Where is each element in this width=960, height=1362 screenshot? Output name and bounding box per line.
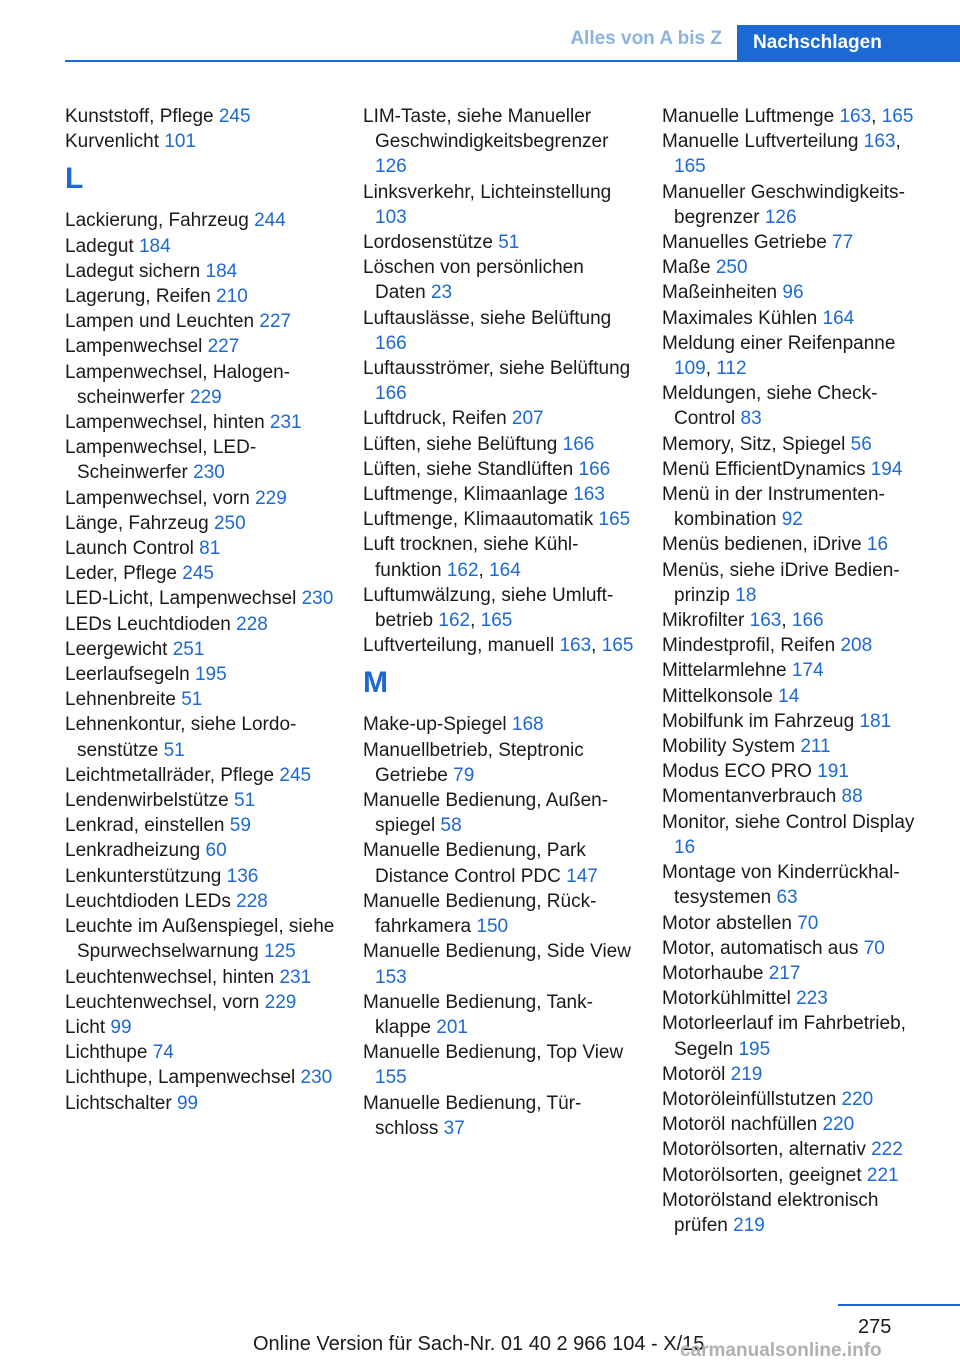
index-entry-text: Maximales Kühlen (662, 307, 823, 329)
page-reference-link[interactable]: 166 (562, 433, 595, 455)
page-reference-link[interactable]: 99 (110, 1016, 132, 1038)
index-entry-text: Lichthupe, Lampenwechsel (65, 1067, 301, 1089)
index-entry (363, 180, 635, 230)
page-reference-link[interactable]: 191 (817, 761, 849, 783)
index-entry-text: Leerlaufsegeln (65, 664, 195, 686)
index-entry (65, 637, 337, 662)
index-entry (363, 788, 635, 838)
header-chapter-tab: Nachschlagen (737, 25, 960, 62)
page-reference-link[interactable]: 208 (840, 635, 873, 657)
page-reference-link[interactable]: 220 (841, 1088, 874, 1110)
index-entry: Luftumwälzung, siehe Umluftbetrieb 162, 165 (363, 584, 614, 632)
index-entry-text: Menü EfficientDynamics (662, 458, 871, 480)
page-reference-link[interactable]: 125 (263, 941, 296, 963)
index-entry (65, 486, 337, 511)
page-reference-link[interactable]: 230 (301, 588, 334, 610)
page-reference-link[interactable]: 126 (764, 206, 797, 228)
index-entry-text: Motorkühlmittel (662, 988, 797, 1010)
page-reference-link[interactable]: 103 (375, 206, 407, 228)
index-entry (65, 864, 337, 889)
index-entry (363, 889, 635, 939)
index-letter-heading: L (65, 162, 84, 196)
index-entry-text: Luftverteilung, manuell (363, 635, 560, 657)
index-entry: Manuelle Luftmenge 163, 165 (662, 106, 914, 127)
page-reference-link[interactable]: 245 (279, 764, 312, 786)
index-entry-text: Leichtmetallräder, Pflege (65, 764, 280, 786)
index-entry-text: Luftmenge, Klimaautomatik (363, 509, 599, 531)
index-entry (65, 763, 337, 788)
footer-version-text: Online Version für Sach-Nr. 01 40 2 966 104 - X/15 (253, 1333, 705, 1355)
page-reference-link[interactable]: 230 (193, 462, 225, 484)
index-entry-text: Motor, automatisch aus (662, 937, 864, 959)
index-entry (363, 255, 635, 305)
index-entry (662, 709, 934, 734)
page-reference-link[interactable]: 166 (375, 383, 407, 405)
index-entry-text: Motorleerlauf im Fahrbetrieb, Segeln (662, 1013, 906, 1060)
index-entry (662, 180, 934, 230)
page-reference-link[interactable]: 63 (776, 887, 798, 909)
page-reference-link[interactable]: 59 (229, 815, 251, 837)
index-entry-text: Mittelkonsole (662, 685, 779, 707)
page-reference-link[interactable]: 162 (446, 559, 479, 581)
page-reference-link[interactable]: 221 (866, 1164, 899, 1186)
index-entry (363, 482, 635, 507)
index-entry (662, 1062, 934, 1087)
index-entry-text: Kunststoff, Pflege (65, 106, 219, 127)
page-reference-link[interactable]: 163 (839, 106, 872, 127)
index-entry (662, 759, 934, 784)
index-entry-text: Lenkrad, einstellen (65, 815, 230, 837)
index-entry-text: Motorölsorten, alternativ (662, 1139, 872, 1161)
page-reference-link[interactable]: 165 (674, 156, 706, 178)
page-reference-link[interactable]: 228 (236, 613, 268, 635)
page-reference-link[interactable]: 166 (791, 610, 824, 632)
index-entry-text: LED-Licht, Lampenwechsel (65, 588, 302, 610)
page-reference-link[interactable]: 220 (822, 1114, 855, 1136)
index-entry-text: Lüften, siehe Belüftung (363, 433, 563, 455)
index-entry-text: Linksverkehr, Lichteinstellung (363, 181, 612, 203)
page-reference-link[interactable]: 23 (430, 282, 453, 304)
page-reference-link[interactable]: 168 (511, 714, 544, 736)
index-entry: Manuelle Luftverteilung 163, 165 (662, 131, 901, 178)
page-reference-link[interactable]: 195 (738, 1038, 771, 1060)
index-entry (662, 633, 934, 658)
index-entry-text: Lagerung, Reifen (65, 286, 217, 308)
page-reference-link[interactable]: 174 (791, 660, 824, 682)
index-entry-text: Manuelle Bedienung, Top View (363, 1042, 624, 1064)
page-reference-link[interactable]: 88 (841, 786, 863, 808)
page-reference-link[interactable]: 229 (255, 487, 287, 509)
page-reference-link[interactable]: 56 (850, 433, 872, 455)
index-entry (65, 511, 337, 536)
index-letter-heading: M (363, 666, 388, 700)
page-reference-link[interactable]: 250 (213, 512, 246, 534)
index-entry (662, 1163, 934, 1188)
index-entry (662, 684, 934, 709)
index-entry (363, 432, 635, 457)
page-reference-link[interactable]: 166 (375, 332, 407, 354)
index-entry (662, 432, 934, 457)
index-entry-text: Manuelle Bedienung, Rückfahrkamera (363, 890, 597, 938)
index-entry-text: Luftmenge, Klimaanlage (363, 484, 574, 506)
page-reference-link[interactable]: 211 (800, 736, 831, 758)
index-entry-text: Ladegut (65, 235, 139, 257)
page-reference-link[interactable]: 245 (218, 106, 251, 127)
index-entry-text: Mindestprofil, Reifen (662, 635, 841, 657)
index-entry (65, 360, 337, 410)
page-reference-link[interactable]: 136 (226, 865, 259, 887)
index-entry-text: Lenkunterstützung (65, 865, 227, 887)
page-reference-link[interactable]: 229 (190, 386, 222, 408)
index-entry-text: Lichthupe (65, 1042, 153, 1064)
index-entry-text: Luftumwälzung, siehe Umluftbetrieb (363, 584, 614, 632)
index-entry-text: Mobility System (662, 736, 801, 758)
page-header (0, 0, 960, 62)
index-entry-text: Motoröl nachfüllen (662, 1114, 823, 1136)
index-entry (662, 911, 934, 936)
index-entry (65, 914, 337, 964)
watermark: carmanualsonline.info (680, 1340, 882, 1361)
page-reference-link[interactable]: 223 (796, 988, 828, 1010)
index-entry (662, 1011, 934, 1061)
index-entry-text: Mikrofilter (662, 610, 750, 632)
index-entry (65, 410, 337, 435)
index-entry-text: Lenkradheizung (65, 840, 206, 862)
page-reference-link[interactable]: 37 (443, 1117, 465, 1139)
page-reference-link[interactable]: 164 (489, 559, 521, 581)
page-reference-link[interactable]: 227 (259, 311, 292, 333)
index-entry (662, 558, 934, 608)
index-entry-text: LIM-Taste, siehe Manueller Geschwindigkeitsbegrenzer (363, 106, 609, 153)
index-entry-text: Leergewicht (65, 638, 173, 660)
index-entry-text: Motorölstand elektronisch prüfen (662, 1189, 879, 1236)
index-entry (363, 507, 635, 532)
page-reference-link[interactable]: 99 (176, 1092, 199, 1114)
index-entry (662, 810, 934, 860)
page-reference-link[interactable]: 147 (566, 865, 598, 887)
page-reference-link[interactable]: 201 (436, 1016, 468, 1038)
index-entry (65, 990, 337, 1015)
index-entry (363, 712, 635, 737)
page-reference-link[interactable]: 195 (194, 664, 227, 686)
page-reference-link[interactable]: 244 (254, 210, 286, 232)
index-entry: Meldung einer Reifenpanne 109, 112 (662, 332, 896, 380)
page-reference-link[interactable]: 163 (573, 484, 605, 506)
index-entry (662, 1112, 934, 1137)
index-entry-text: Maße (662, 257, 716, 279)
index-entry-text: Luftdruck, Reifen (363, 408, 512, 430)
index-entry-text: Leder, Pflege (65, 563, 183, 585)
index-entry (662, 1137, 934, 1162)
page-reference-link[interactable]: 101 (164, 131, 196, 153)
index-entry-text: Lackierung, Fahrzeug (65, 210, 255, 232)
page-reference-link[interactable]: 51 (163, 739, 185, 761)
index-entry (65, 234, 337, 259)
index-entry-text: Manuelle Bedienung, Türschloss (363, 1092, 582, 1139)
index-entry-text: Lampenwechsel, Halogenscheinwerfer (65, 361, 290, 408)
index-entry (363, 738, 635, 788)
page-reference-link[interactable]: 16 (866, 534, 889, 556)
page-reference-link[interactable]: 51 (234, 790, 256, 812)
index-entry (363, 230, 635, 255)
index-entry-text: Meldungen, siehe Check-​Control (662, 383, 878, 430)
index-entry: Mikrofilter 163, 166 (662, 610, 824, 632)
index-entry (363, 990, 635, 1040)
page-reference-link[interactable]: 83 (740, 408, 762, 430)
page-reference-link[interactable]: 74 (152, 1042, 174, 1064)
page-reference-link[interactable]: 126 (375, 156, 407, 178)
page-reference-link[interactable]: 165 (598, 509, 631, 531)
index-entry (65, 813, 337, 838)
page-reference-link[interactable]: 165 (601, 635, 634, 657)
index-entry (363, 1040, 635, 1090)
index-entry (363, 457, 635, 482)
index-entry-text: Lampenwechsel (65, 336, 208, 358)
page-reference-link[interactable]: 150 (476, 916, 509, 938)
index-entry (65, 309, 337, 334)
index-entry-text: Leuchte im Außenspiegel, siehe Spurwechselwarnung (65, 916, 335, 963)
page-reference-link[interactable]: 163 (559, 635, 592, 657)
index-entry-text: Motorhaube (662, 962, 769, 984)
index-entry (65, 1065, 337, 1090)
page-reference-link[interactable]: 164 (822, 307, 855, 329)
header-section-title: Alles von A bis Z (570, 28, 722, 49)
index-entry-text: Lampenwechsel, hinten (65, 412, 270, 434)
index-entry (363, 838, 635, 888)
index-entry (65, 788, 337, 813)
index-entry (65, 1015, 337, 1040)
index-entry-text: Meldung einer Reifenpanne (662, 332, 896, 354)
index-entry-text: Menü in der Instrumentenkombination (662, 484, 885, 531)
index-entry (662, 457, 934, 482)
index-entry (662, 961, 934, 986)
page-reference-link[interactable]: 165 (881, 106, 914, 127)
index-entry-text: Leuchtenwechsel, vorn (65, 991, 265, 1013)
index-entry (363, 104, 635, 180)
index-entry (65, 965, 337, 990)
index-entry (65, 208, 337, 233)
index-entry-text: Motor abstellen (662, 912, 798, 934)
index-entry-text: Motoröleinfüllstutzen (662, 1088, 842, 1110)
index-entry-text: Lehnenkontur, siehe Lordosenstütze (65, 714, 297, 761)
page-reference-link[interactable]: 219 (730, 1063, 763, 1085)
index-entry (65, 712, 337, 762)
index-entry-text: Memory, Sitz, Spiegel (662, 433, 851, 455)
page-reference-link[interactable]: 51 (498, 232, 520, 254)
page-reference-link[interactable]: 16 (674, 836, 696, 858)
index-entry-text: Launch Control (65, 538, 200, 560)
page-reference-link[interactable]: 194 (870, 458, 903, 480)
page-reference-link[interactable]: 251 (172, 638, 205, 660)
page-reference-link[interactable]: 165 (480, 610, 513, 632)
header-rule (65, 60, 737, 62)
index-entry-text: Löschen von persönlichen Daten (363, 257, 584, 304)
index-entry (65, 284, 337, 309)
page-reference-link[interactable]: 230 (300, 1067, 333, 1089)
index-entry-text: Manuelles Getriebe (662, 232, 833, 254)
index-entry-text: Licht (65, 1016, 111, 1038)
index-entry-text: Lampenwechsel, LED-​Scheinwerfer (65, 437, 257, 484)
index-entry (65, 561, 337, 586)
index-entry-text: Leuchtdioden LEDs (65, 890, 237, 912)
index-entry-text: Menüs bedienen, iDrive (662, 534, 867, 556)
index-entry (662, 306, 934, 331)
index-entry-text: Lichtschalter (65, 1092, 177, 1114)
index-entry-text: Motoröl (662, 1063, 731, 1085)
index-entry (65, 612, 337, 637)
index-entry (65, 334, 337, 359)
index-entry (662, 482, 934, 532)
page-reference-link[interactable]: 153 (375, 966, 407, 988)
index-entry-text: Manuelle Bedienung, Park Distance Control PDC (363, 840, 586, 887)
index-entry (65, 889, 337, 914)
page-reference-link[interactable]: 70 (797, 912, 819, 934)
page-reference-link[interactable]: 231 (279, 966, 312, 988)
index-entry-text: Menüs, siehe iDrive Bedienprinzip (662, 559, 900, 606)
index-entry (662, 734, 934, 759)
index-entry (65, 435, 337, 485)
index-entry (363, 306, 635, 356)
index-entry (662, 1087, 934, 1112)
index-entry-text: Manueller Geschwindigkeitsbegrenzer (662, 181, 905, 228)
index-entry-text: Länge, Fahrzeug (65, 512, 214, 534)
page-reference-link[interactable]: 181 (859, 710, 892, 732)
footer-rule (838, 1304, 960, 1306)
index-entry-text: Lordosenstütze (363, 232, 499, 254)
page-reference-link[interactable]: 250 (715, 257, 748, 279)
index-column-2 (363, 104, 635, 1141)
index-entry-text: Manuelle Bedienung, Außenspiegel (363, 790, 609, 837)
page-reference-link[interactable]: 92 (781, 509, 803, 531)
page-reference-link[interactable]: 77 (832, 232, 854, 254)
page-reference-link[interactable]: 231 (269, 412, 302, 434)
index-entry (65, 259, 337, 284)
index-entry-text: Lüften, siehe Standlüften (363, 458, 579, 480)
index-entry-text: Luftausströmer, siehe Belüftung (363, 358, 631, 380)
page-reference-link[interactable]: 155 (375, 1067, 407, 1089)
page-reference-link[interactable]: 163 (863, 131, 896, 153)
page-number: 275 (858, 1316, 892, 1338)
index-entry-text: Lehnenbreite (65, 689, 182, 711)
page-reference-link[interactable]: 70 (863, 937, 885, 959)
page-reference-link[interactable]: 227 (207, 336, 240, 358)
index-entry (662, 230, 934, 255)
index-entry (65, 1040, 337, 1065)
index-entry-text: Maßeinheiten (662, 282, 783, 304)
index-column-1 (65, 104, 337, 1116)
page-reference-link[interactable]: 163 (749, 610, 782, 632)
index-entry-text: Luftauslässe, siehe Belüftung (363, 307, 612, 329)
page-reference-link[interactable]: 112 (716, 358, 747, 380)
page-reference-link[interactable]: 219 (733, 1214, 765, 1236)
index-entry (662, 280, 934, 305)
index-entry (363, 356, 635, 406)
index-entry-text: Manuelle Luftverteilung (662, 131, 864, 153)
index-entry-text: LEDs Leuchtdioden (65, 613, 237, 635)
index-entry-text: Leuchtenwechsel, hinten (65, 966, 280, 988)
page-reference-link[interactable]: 81 (199, 538, 221, 560)
index-entry (65, 1091, 337, 1116)
index-entry-text: Lampen und Leuchten (65, 311, 260, 333)
index-entry (363, 406, 635, 431)
page-reference-link[interactable]: 96 (782, 282, 804, 304)
index-entry-text: Manuelle Bedienung, Side View (363, 941, 631, 963)
index-entry (363, 1091, 635, 1141)
index-entry (662, 1188, 934, 1238)
index-entry-text: Modus ECO PRO (662, 761, 818, 783)
index-entry (662, 784, 934, 809)
index-entry (662, 532, 934, 557)
page-reference-link[interactable]: 184 (138, 235, 171, 257)
index-entry (662, 255, 934, 280)
index-entry (65, 536, 337, 561)
index-entry (662, 860, 934, 910)
index-entry-text: Manuelle Bedienung, Tankklappe (363, 991, 593, 1038)
page-reference-link[interactable]: 184 (205, 260, 238, 282)
index-entry-text: Motorölsorten, geeignet (662, 1164, 867, 1186)
index-entry (65, 838, 337, 863)
index-entry-text: Lendenwirbelstütze (65, 790, 234, 812)
page-reference-link[interactable]: 162 (438, 610, 471, 632)
index-entry-text: Monitor, siehe Control Display (662, 811, 915, 833)
page-reference-link[interactable]: 229 (264, 991, 297, 1013)
index-entry: Luft trocknen, siehe Kühlfunktion 162, 164 (363, 534, 579, 581)
index-entry (65, 129, 337, 154)
page-reference-link[interactable]: 14 (778, 685, 800, 707)
index-entry (363, 939, 635, 989)
index-entry (662, 936, 934, 961)
index-entry-text: Montage von Kinderrückhaltesystemen (662, 862, 900, 909)
page-reference-link[interactable]: 207 (511, 408, 544, 430)
index-entry-text: Manuelle Luftmenge (662, 106, 840, 127)
index-entry-text: Mobilfunk im Fahrzeug (662, 710, 860, 732)
page-reference-link[interactable]: 228 (236, 890, 268, 912)
page-reference-link[interactable]: 245 (182, 563, 214, 585)
page-reference-link[interactable]: 217 (768, 962, 801, 984)
page-reference-link[interactable]: 222 (871, 1139, 903, 1161)
page-reference-link[interactable]: 18 (735, 584, 757, 606)
index-entry-text: Kurvenlicht (65, 131, 165, 153)
index-entry-text: Make-up-Spiegel (363, 714, 512, 736)
index-entry (65, 662, 337, 687)
page-reference-link[interactable]: 79 (453, 764, 475, 786)
index-entry-text: Luft trocknen, siehe Kühlfunktion (363, 534, 579, 581)
page-reference-link[interactable]: 109 (674, 358, 706, 380)
index-entry (662, 658, 934, 683)
index-entry-text: Manuellbetrieb, Steptronic Getriebe (363, 739, 584, 786)
index-entry (65, 104, 337, 129)
page-reference-link[interactable]: 210 (216, 286, 248, 308)
index-entry-text: Lampenwechsel, vorn (65, 487, 256, 509)
index-entry (65, 687, 337, 712)
index-entry-text: Mittelarmlehne (662, 660, 792, 682)
page-reference-link[interactable]: 60 (205, 840, 227, 862)
index-entry-text: Ladegut sichern (65, 260, 206, 282)
index-entry (65, 586, 337, 611)
page-reference-link[interactable]: 166 (578, 458, 611, 480)
index-entry: Luftverteilung, manuell 163, 165 (363, 635, 634, 657)
index-entry (662, 986, 934, 1011)
page-reference-link[interactable]: 51 (181, 689, 203, 711)
index-column-3 (662, 104, 934, 1238)
index-entry-text: Momentanverbrauch (662, 786, 842, 808)
page-reference-link[interactable]: 58 (440, 815, 462, 837)
index-entry (662, 381, 934, 431)
